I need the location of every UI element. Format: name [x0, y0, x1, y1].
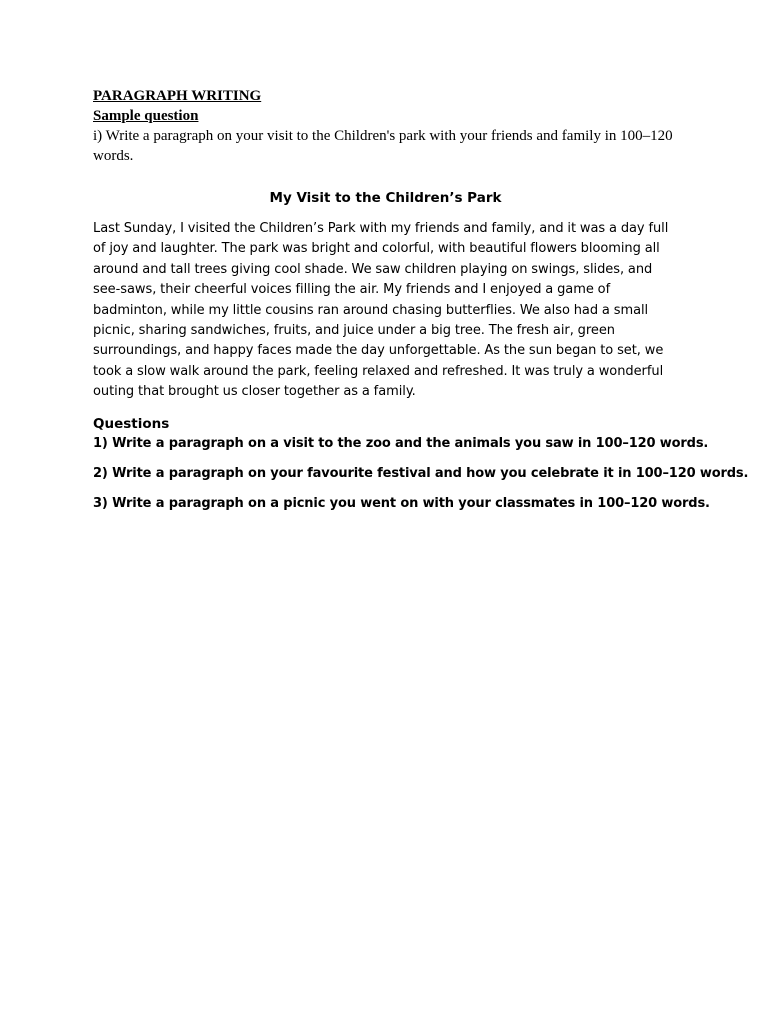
question-item: 1) Write a paragraph on a visit to the zoo and the animals you saw in 100–120 words. — [93, 435, 709, 451]
document-page — [93, 86, 749, 514]
essay-title: My Visit to the Children’s Park — [269, 190, 502, 206]
question-item: 2) Write a paragraph on your favourite festival and how you celebrate it in 100–120 words. — [93, 465, 749, 481]
sample-question-heading: Sample question — [93, 108, 199, 124]
questions-heading: Questions — [93, 415, 170, 432]
document-heading: PARAGRAPH WRITING — [93, 88, 262, 104]
question-item: 3) Write a paragraph on a picnic you went on with your classmates in 100–120 words. — [93, 495, 710, 511]
essay-body: Last Sunday, I visited the Children’s Park with my friends and family, and it was a day full of joy and laughter. The park was bright and colorful, with beautiful flowers blooming all around and tall trees giving cool shade. We saw children playing on swings, slides, and see-saws, their cheerful voices filling the air. My friends and I enjoyed a game of badminton, while my little cousins ran around chasing butterflies. We also had a small picnic, sharing sandwiches, fruits, and juice under a big tree. The fresh air, green surroundings, and happy faces made the day unforgettable. As the sun began to set, we took a slow walk around the park, feeling relaxed and refreshed. It was truly a wonderful outing that brought us closer together as a family. — [93, 221, 669, 400]
sample-question-text: i) Write a paragraph on your visit to the Children's park with your friends and family in 100–120 words. — [93, 128, 673, 164]
